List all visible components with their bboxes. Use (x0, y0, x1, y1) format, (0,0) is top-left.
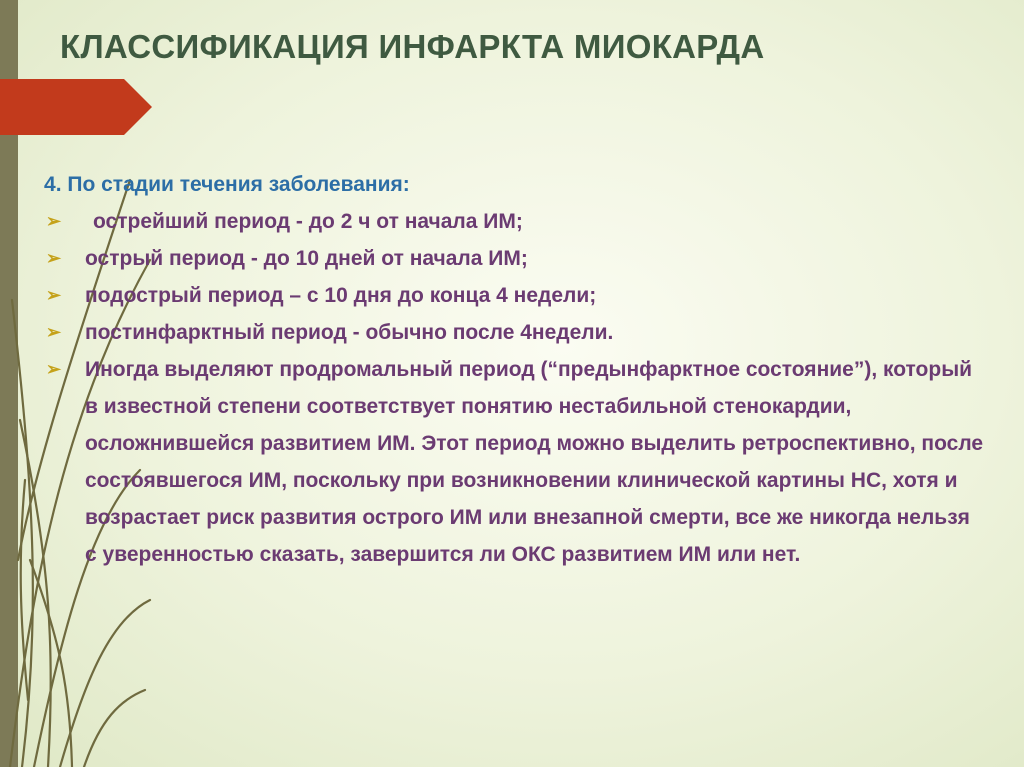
list-item-text: Иногда выделяют продромальный период (“предынфарктное состояние”), который в известной степени соответствует понятию нестабильной стенокардии, осложнившейся развитием ИМ. Этот период можно выделить ретроспективно, после состоявшегося ИМ, поскольку при возникновении клинической картины НС, хотя и возрастает риск развития острого ИМ или внезапной смерти, все же никогда нельзя с уверенностью сказать, завершится ли ОКС развитием ИМ или нет. (85, 358, 984, 566)
list-item (44, 351, 984, 573)
accent-arrow-shape (0, 79, 152, 135)
list-item (44, 314, 984, 351)
slide-title: КЛАССИФИКАЦИЯ ИНФАРКТА МИОКАРДА (60, 28, 765, 65)
list-item (44, 203, 984, 240)
section-heading-text: . По стадии течения заболевания: (55, 173, 410, 196)
section-number: 4 (44, 173, 56, 196)
list-item-text: острейший период - до 2 ч от начала ИМ; (93, 210, 523, 233)
arrowhead-bullet-icon: ➢ (46, 322, 62, 342)
section-heading (44, 166, 984, 203)
arrowhead-bullet-icon: ➢ (46, 211, 62, 231)
arrowhead-bullet-icon: ➢ (46, 285, 62, 305)
arrowhead-bullet-icon: ➢ (46, 359, 62, 379)
list-item-text: острый период - до 10 дней от начала ИМ; (85, 247, 528, 270)
slide-content (44, 166, 984, 573)
list-item-text: подострый период – с 10 дня до конца 4 недели; (85, 284, 597, 307)
list-item-text: постинфарктный период - обычно после 4недели. (85, 321, 614, 344)
arrowhead-bullet-icon: ➢ (46, 248, 62, 268)
list-item (44, 240, 984, 277)
list-item (44, 277, 984, 314)
